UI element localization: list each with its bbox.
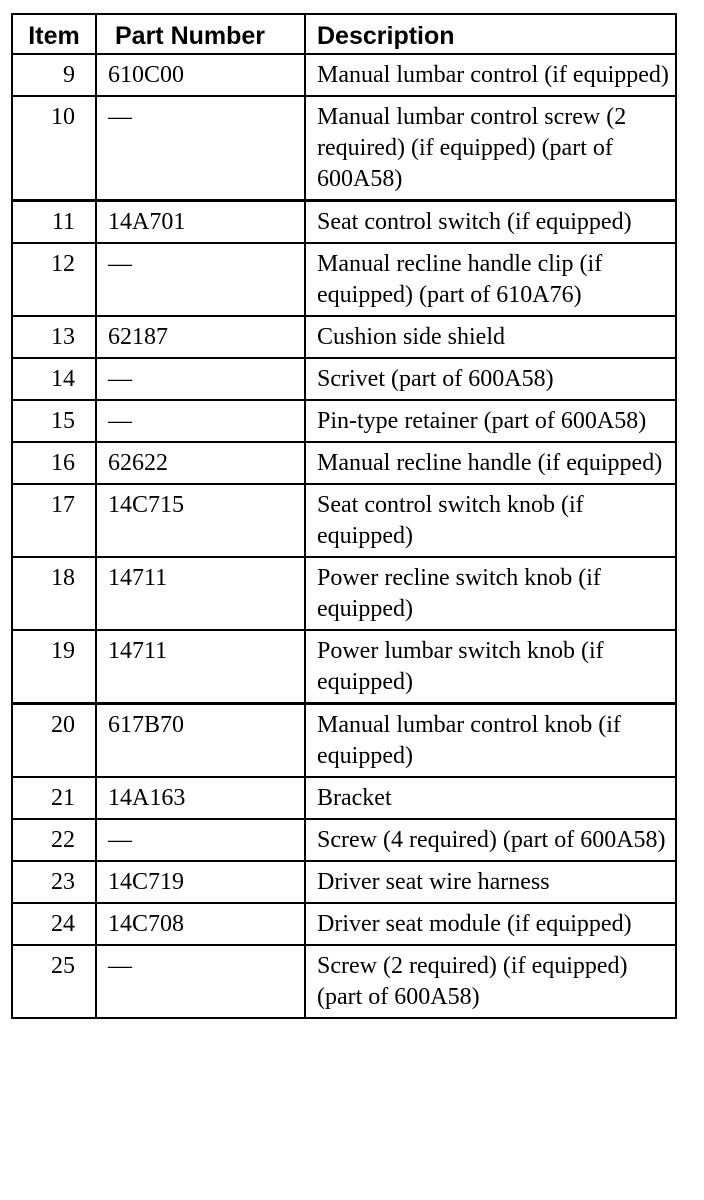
item-cell: 21: [12, 777, 96, 819]
description-cell: Seat control switch knob (if equipped): [305, 484, 676, 557]
description-cell: Manual recline handle (if equipped): [305, 442, 676, 484]
table-row: [12, 442, 676, 484]
item-cell: 17: [12, 484, 96, 557]
table-row: [12, 243, 676, 316]
item-cell: 10: [12, 96, 96, 201]
table-body: [12, 54, 676, 1018]
description-cell: Power recline switch knob (if equipped): [305, 557, 676, 630]
table-row: [12, 54, 676, 96]
item-cell: 20: [12, 704, 96, 778]
table-row: [12, 861, 676, 903]
item-cell: 23: [12, 861, 96, 903]
part-number-cell: 14A163: [96, 777, 305, 819]
item-cell: 14: [12, 358, 96, 400]
table-row: [12, 777, 676, 819]
part-number-cell: 14711: [96, 630, 305, 704]
description-cell: Screw (2 required) (if equipped) (part of 600A58): [305, 945, 676, 1018]
item-cell: 16: [12, 442, 96, 484]
table-row: [12, 819, 676, 861]
part-number-cell: 14C715: [96, 484, 305, 557]
item-cell: 18: [12, 557, 96, 630]
description-cell: Driver seat module (if equipped): [305, 903, 676, 945]
part-number-cell: —: [96, 819, 305, 861]
table-row: [12, 484, 676, 557]
parts-table: [11, 13, 677, 1019]
part-number-cell: 62622: [96, 442, 305, 484]
description-cell: Cushion side shield: [305, 316, 676, 358]
item-cell: 12: [12, 243, 96, 316]
description-cell: Screw (4 required) (part of 600A58): [305, 819, 676, 861]
table-row: [12, 316, 676, 358]
table-row: [12, 358, 676, 400]
table-row: [12, 630, 676, 704]
description-cell: Bracket: [305, 777, 676, 819]
item-cell: 9: [12, 54, 96, 96]
description-cell: Manual lumbar control (if equipped): [305, 54, 676, 96]
table-row: [12, 945, 676, 1018]
part-number-cell: —: [96, 243, 305, 316]
part-number-cell: 14C708: [96, 903, 305, 945]
header-description: Description: [305, 14, 676, 54]
item-cell: 15: [12, 400, 96, 442]
part-number-cell: 14A701: [96, 201, 305, 244]
header-item: Item: [12, 14, 96, 54]
table-row: [12, 201, 676, 244]
part-number-cell: —: [96, 358, 305, 400]
item-cell: 25: [12, 945, 96, 1018]
table-row: [12, 704, 676, 778]
part-number-cell: —: [96, 945, 305, 1018]
description-cell: Pin-type retainer (part of 600A58): [305, 400, 676, 442]
description-cell: Scrivet (part of 600A58): [305, 358, 676, 400]
description-cell: Power lumbar switch knob (if equipped): [305, 630, 676, 704]
item-cell: 11: [12, 201, 96, 244]
item-cell: 24: [12, 903, 96, 945]
part-number-cell: 14711: [96, 557, 305, 630]
part-number-cell: 610C00: [96, 54, 305, 96]
item-cell: 13: [12, 316, 96, 358]
description-cell: Manual recline handle clip (if equipped) (part of 610A76): [305, 243, 676, 316]
part-number-cell: 617B70: [96, 704, 305, 778]
description-cell: Manual lumbar control screw (2 required) (if equipped) (part of 600A58): [305, 96, 676, 201]
table-row: [12, 903, 676, 945]
table-row: [12, 96, 676, 201]
part-number-cell: —: [96, 96, 305, 201]
description-cell: Seat control switch (if equipped): [305, 201, 676, 244]
table-row: [12, 400, 676, 442]
item-cell: 19: [12, 630, 96, 704]
header-row: [12, 14, 676, 54]
part-number-cell: 14C719: [96, 861, 305, 903]
table-header: [12, 14, 676, 54]
part-number-cell: 62187: [96, 316, 305, 358]
item-cell: 22: [12, 819, 96, 861]
description-cell: Driver seat wire harness: [305, 861, 676, 903]
table-row: [12, 557, 676, 630]
header-part-number: Part Number: [96, 14, 305, 54]
description-cell: Manual lumbar control knob (if equipped): [305, 704, 676, 778]
part-number-cell: —: [96, 400, 305, 442]
